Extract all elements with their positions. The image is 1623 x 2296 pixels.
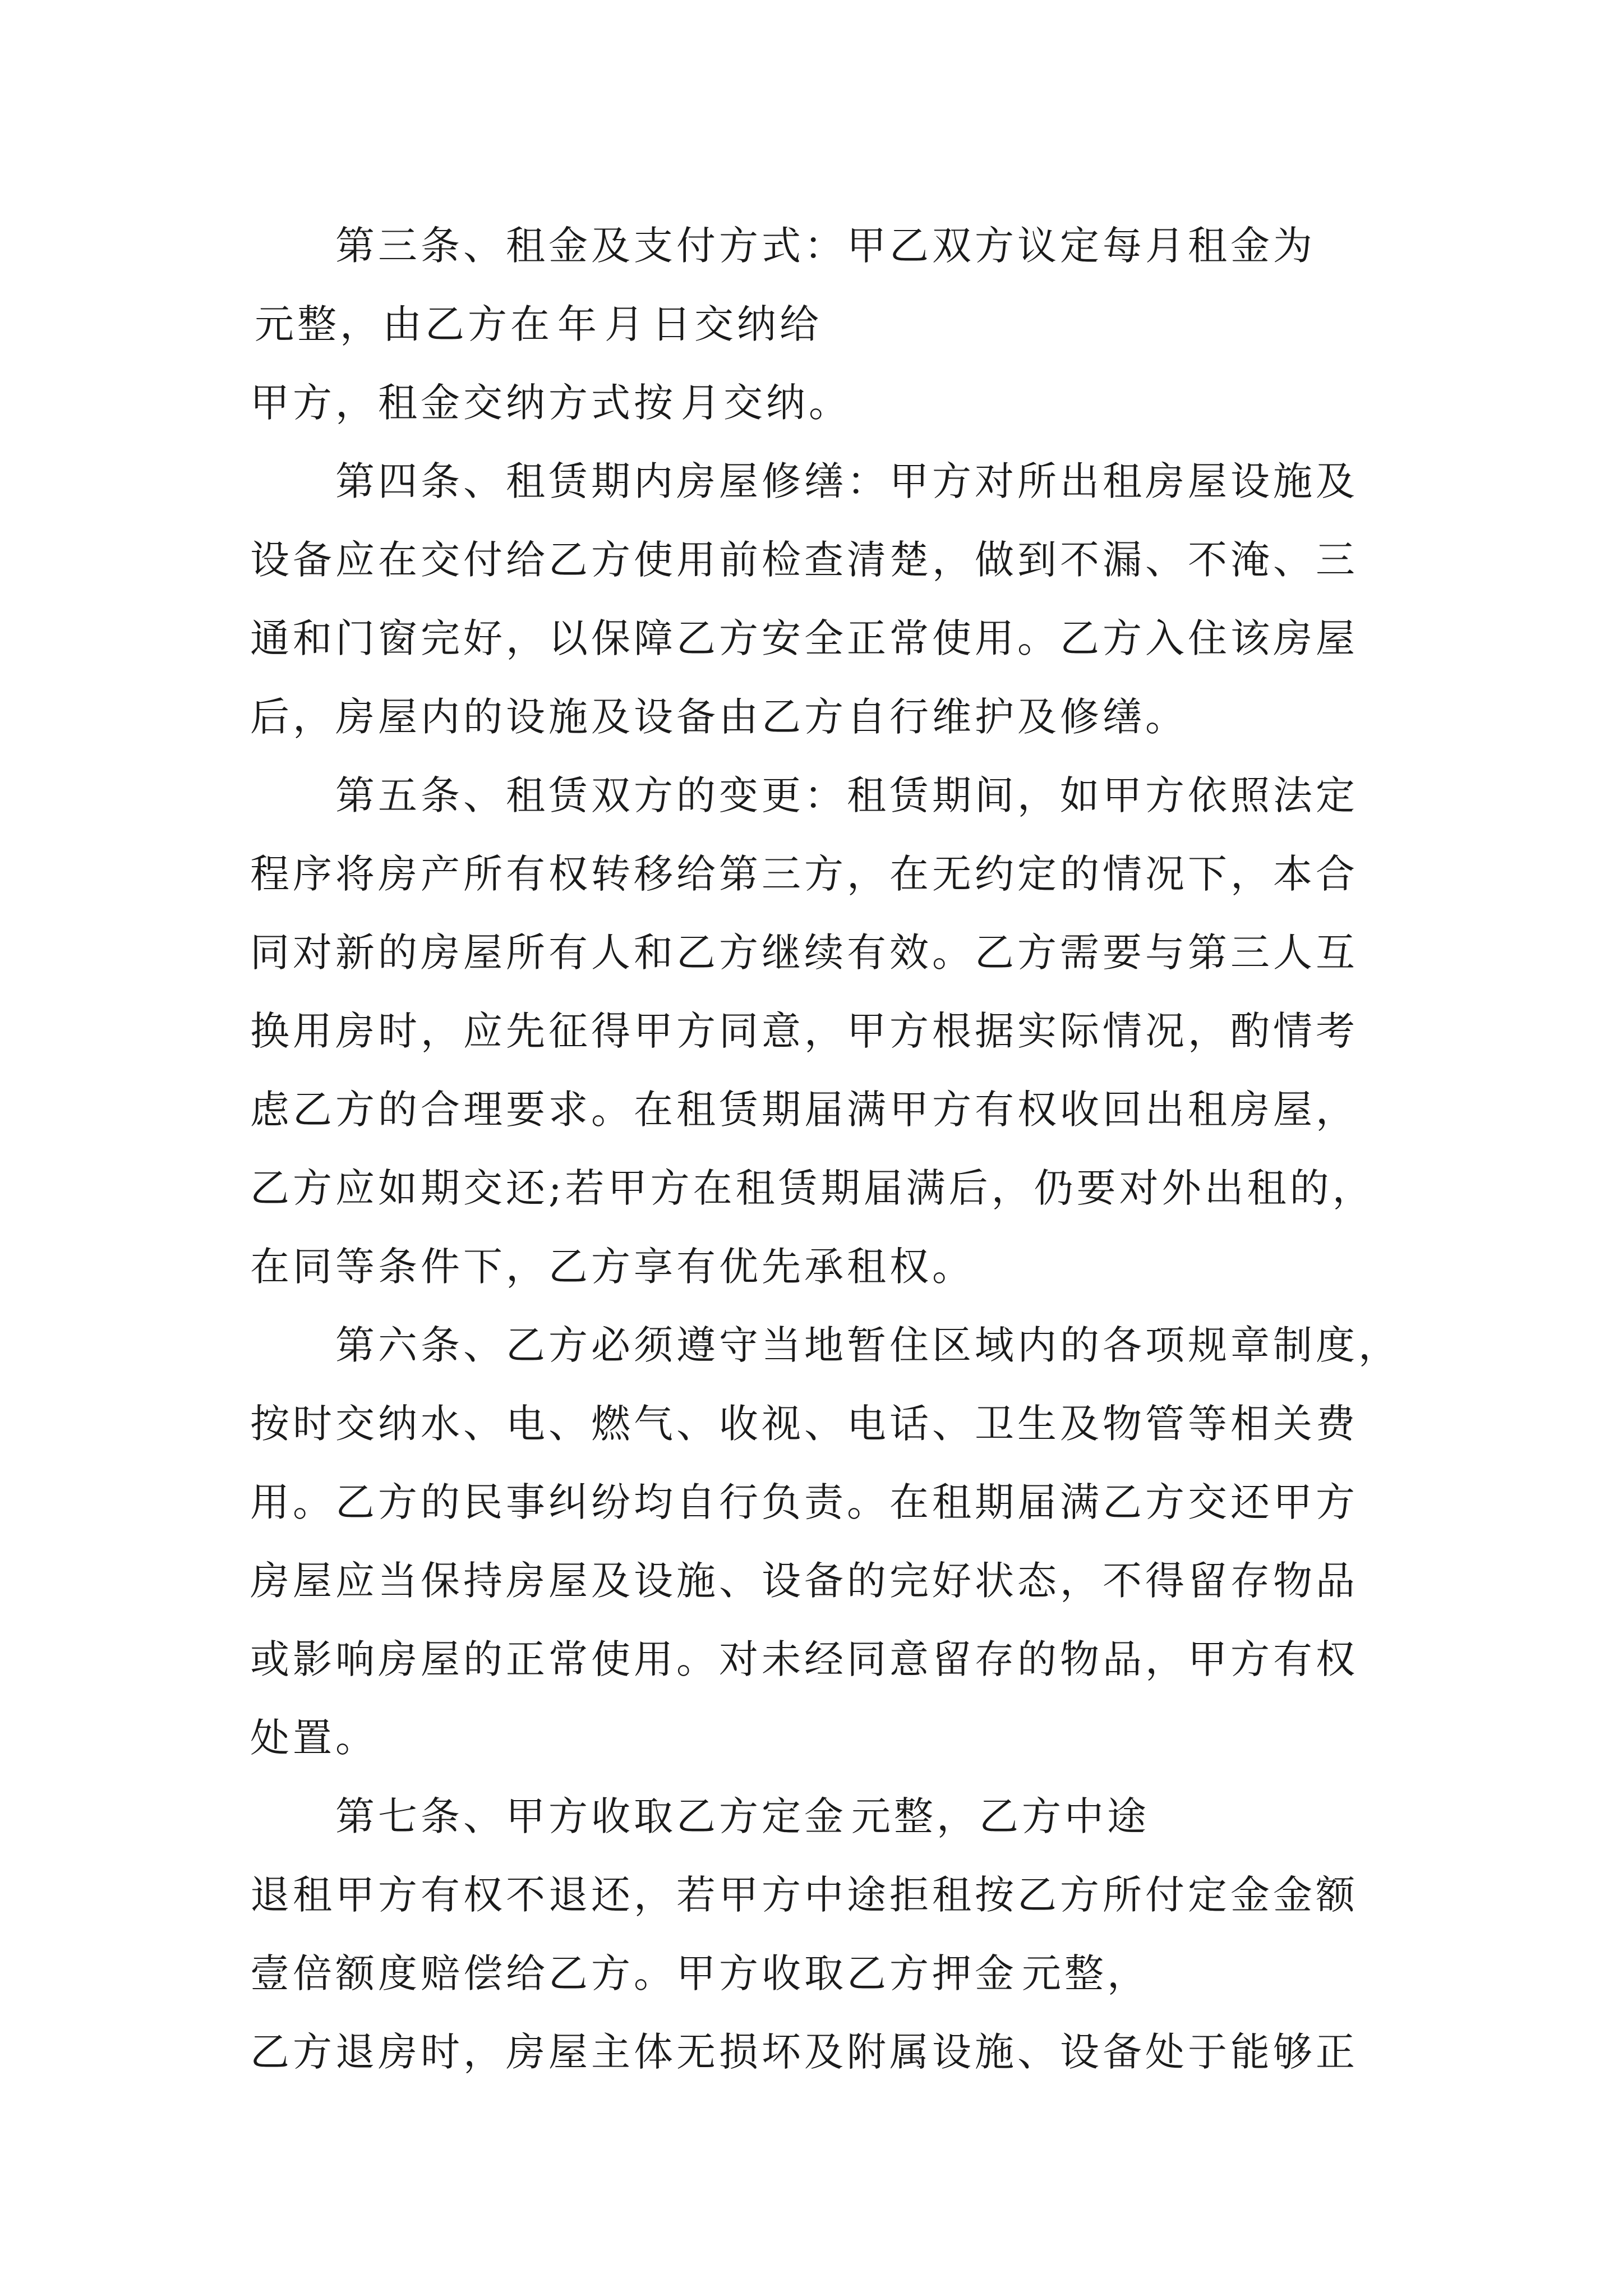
article7-text: 乙方退房时，房屋主体无损坏及附属设施、设备处于能够正 <box>250 2029 1358 2075</box>
article4-text: 后，房屋内的设施及设备由乙方自行维护及修缮。 <box>250 694 1188 740</box>
article3-text: 第三条、租金及支付方式：甲乙双方议定每月租金为 <box>335 223 1316 269</box>
article5-text: 乙方应如期交还;若甲方在租赁期届满后，仍要对外出租的， <box>250 1165 1375 1211</box>
article7-line2 <box>250 1850 1394 1940</box>
article4-line4 <box>250 672 1394 762</box>
article5-line7 <box>250 1222 1394 1312</box>
article4-text: 第四条、租赁期内房屋修缮：甲方对所出租房屋设施及 <box>335 458 1358 504</box>
article6-line3 <box>250 1457 1394 1547</box>
article7-text: 退租甲方有权不退还，若甲方中途拒租按乙方所付定金金额 <box>250 1872 1358 1918</box>
article5-line2 <box>250 829 1394 919</box>
article3-text: 甲方，租金交纳方式按 <box>250 380 676 426</box>
article5-text: 在同等条件下，乙方享有优先承租权。 <box>250 1244 975 1290</box>
article6-text: 或影响房屋的正常使用。对未经同意留存的物品，甲方有权 <box>250 1636 1358 1682</box>
article6-text: 处置。 <box>250 1715 378 1761</box>
article6-line2 <box>250 1379 1394 1469</box>
article4-line2 <box>250 515 1394 605</box>
article6-line5 <box>250 1614 1394 1704</box>
article5-text: 程序将房产所有权转移给第三方，在无约定的情况下，本合 <box>250 851 1358 897</box>
article7-text: 第七条、甲方收取乙方定金 <box>335 1793 847 1839</box>
article6-line1 <box>335 1300 1479 1390</box>
article4-text: 通和门窗完好，以保障乙方安全正常使用。乙方入住该房屋 <box>250 615 1358 661</box>
article6-line4 <box>250 1536 1394 1626</box>
article7-line1 <box>335 1772 1479 1861</box>
article3-line2 <box>250 279 1394 369</box>
article6-text: 第六条、乙方必须遵守当地暂住区域内的各项规章制度， <box>335 1322 1401 1368</box>
article3-text: 元整，由乙方在 <box>255 301 553 347</box>
article5-line1 <box>335 751 1479 840</box>
article5-text: 虑乙方的合理要求。在租赁期届满甲方有权收回出租房屋， <box>250 1087 1358 1133</box>
article3-line1 <box>335 201 1479 291</box>
article5-line5 <box>250 1065 1394 1154</box>
article7-text: 元整， <box>1022 1950 1150 1996</box>
article6-text: 房屋应当保持房屋及设施、设备的完好状态，不得留存物品 <box>250 1558 1358 1604</box>
article6-text: 用。乙方的民事纠纷均自行负责。在租期届满乙方交还甲方 <box>250 1479 1358 1525</box>
article5-line3 <box>250 908 1394 997</box>
article4-line1 <box>335 436 1479 526</box>
article6-line6 <box>250 1693 1394 1783</box>
article3-text: 日交纳给 <box>652 301 822 347</box>
article6-text: 按时交纳水、电、燃气、收视、电话、卫生及物管等相关费 <box>250 1401 1358 1447</box>
article3-text: 月 <box>605 301 647 347</box>
article7-text: 壹倍额度赔偿给乙方。甲方收取乙方押金 <box>250 1950 1017 1996</box>
article3-text: 年 <box>557 301 600 347</box>
article5-line6 <box>250 1143 1394 1233</box>
article5-line4 <box>250 986 1394 1076</box>
article7-line4 <box>250 2007 1394 2097</box>
article7-text: 元整，乙方中途 <box>851 1793 1150 1839</box>
article3-text: 月交纳。 <box>681 380 851 426</box>
article5-text: 换用房时，应先征得甲方同意，甲方根据实际情况，酌情考 <box>250 1008 1358 1054</box>
article5-text: 第五条、租赁双方的变更：租赁期间，如甲方依照法定 <box>335 772 1358 818</box>
article3-line3 <box>250 358 1394 448</box>
article5-text: 同对新的房屋所有人和乙方继续有效。乙方需要与第三人互 <box>250 930 1358 976</box>
article7-line3 <box>250 1929 1394 2018</box>
article4-line3 <box>250 593 1394 683</box>
article4-text: 设备应在交付给乙方使用前检查清楚，做到不漏、不淹、三 <box>250 537 1358 583</box>
